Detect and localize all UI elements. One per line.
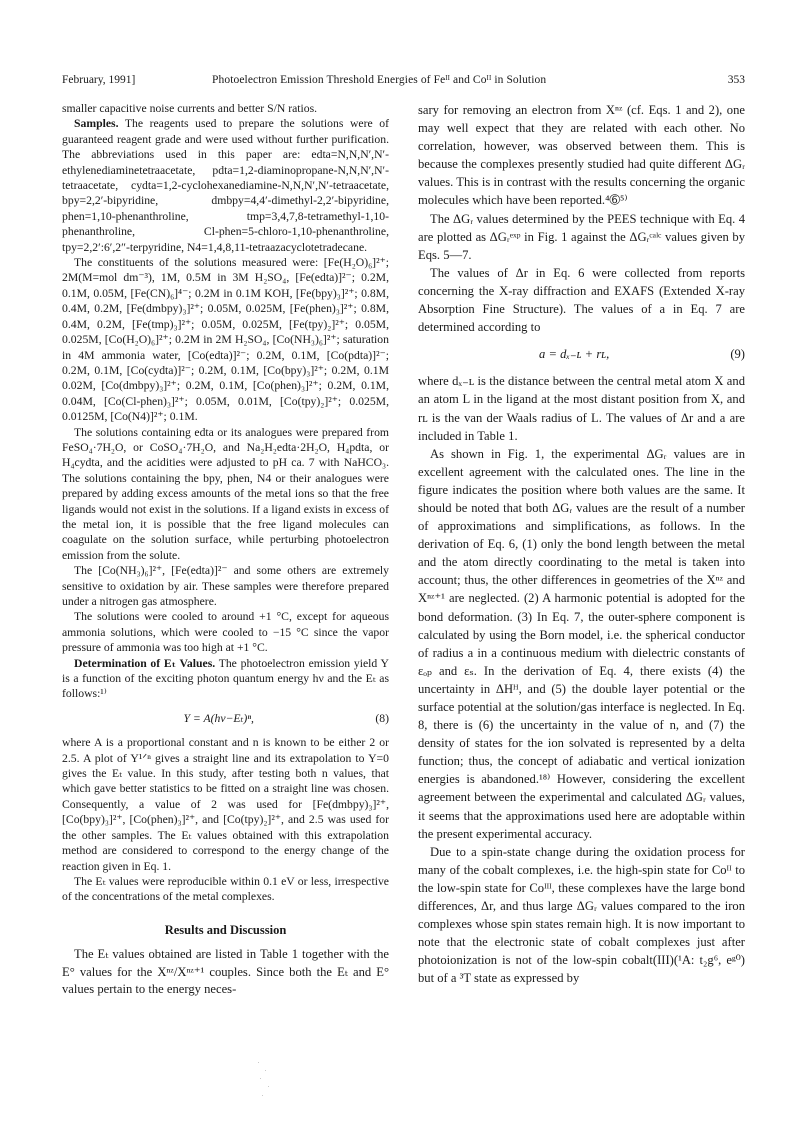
paragraph: The [Co(NH₃)₆]²⁺, [Fe(edta)]²⁻ and some others are extremely sensitive to oxidation by air. These samples were therefore prepared under a nitrogen gas atmosphere. [62, 564, 389, 608]
paragraph: As shown in Fig. 1, the experimental ΔGᵣ values are in excellent agreement with the calculated ones. The line in the figure indicates the position where both values are the same. It should be noted that both ΔGᵣ values are the result of a number of approximations and simplifications, as follows. In the derivation of Eq. 6, (1) only the bond length between the metal and the atom directly coordinating to the metal is taken into account; thus, the other differences in geometries of the Xⁿᶻ and Xⁿᶻ⁺¹ are neglected. (2) A harmonic potential is adopted for the bond deformation. (3) In Eq. 7, the outer-sphere component is calculated by using the Born model, i.e. the spherical conductor of radius a in a continuous medium with dielectric constants of εₒₚ and εₛ. In the derivation of Eq. 4, there exists (4) the uncertainty in ΔHᴴ, and (5) the double layer potential or the surface potential at the solution/gas interface is neglected. In Eq. 8, there is (6) the uncertainty in the value of n, and (7) the density of states for the ion solvated is represented by a delta function; thus, the concept of adiabatic and vertical ionization energies is abandoned.¹⁸⁾ However, considering the excellent agreement between the experimental and calculated ΔGᵣ values, it seems that the approximations used here are adoptable within the present experimental accuracy. [418, 446, 745, 841]
samples-paragraph [62, 116, 389, 255]
equation-8 [62, 711, 389, 726]
equation-number: (9) [730, 347, 745, 362]
left-column [62, 101, 389, 999]
paragraph: sary for removing an electron from Xⁿᶻ (cf. Eqs. 1 and 2), one may well expect that they are related with each other. No correlation, however, was observed between them. This is because the complexes presently studied had quite different ΔGᵣ values. This is in contrast with the results concerning the organic molecules which have been reported.⁴➅⁵⁾ [418, 103, 745, 208]
paragraph: The Eₜ values obtained are listed in Table 1 together with the E° values for the Xⁿᶻ/Xⁿᶻ⁺¹ couples. Since both the Eₜ and E° values pertain to the energy neces- [62, 947, 389, 997]
section-heading: Results and Discussion [164, 922, 287, 937]
scan-speckles [256, 1062, 276, 1102]
running-title: Photoelectron Emission Threshold Energies of Feᴵᴵ and Coᴵᴵ in Solution [212, 74, 547, 86]
equation-9 [418, 345, 745, 363]
paragraph: The solutions were cooled to around +1 °C, except for aqueous ammonia solutions, which were cooled to −15 °C since the vapor pressure of ammonia was too high at +1 °C. [62, 610, 389, 655]
paragraph: Due to a spin-state change during the oxidation process for many of the cobalt complexes, i.e. the high-spin state for Coᴵᴵ to the low-spin state for Coᴵᴵᴵ, these complexes have the large bond differences, Δr, and thus large ΔGᵣ values compared to the iron complexes whose spin states remain high. It is now important to note that the electronic state of cobalt complexes just after photoionization is not of the low-spin cobalt(III)(¹A: t₂g⁶, eᵍ⁰) but of a ³T state as expressed by [418, 844, 745, 986]
paragraph: where A is a proportional constant and n is known to be either 2 or 2.5. A plot of Y¹ᐟⁿ gives a straight line and its extrapolation to Y=0 gives the Eₜ value. In this study, after testing both n values, that which gave better statistics to be fitted on a straight line was chosen. Consequently, a value of 2 was used for [Fe(dmbpy)₃]²⁺, [Co(bpy)₃]²⁺, [Co(phen)₃]²⁺, and [Co(tpy)₂]²⁺, and 2.5 was used for the other samples. The Eₜ values obtained with this extrapolation method are considered to correspond to the energy change of the reaction given in Eq. 1. [62, 736, 389, 873]
paragraph-text: The reagents used to prepare the solutions were of guaranteed reagent grade and were used without further purification. The abbreviations used in this paper are: edta=N,N,N′,N′-ethylenediaminetetraacetate, pdta=1,2-diaminopropane-N,N,N′,N′-tetraacetate, cydta=1,2-cyclohexanediamine-N,N,N′,N′-tetraacetate, bpy=2,2′-bipyridine, dmbpy=4,4′-dimethyl-2,2′-bipyridine, phen=1,10-phenanthroline, tmp=3,4,7,8-tetramethyl-1,10-phenanthroline, Cl-phen=5-chloro-1,10-phenanthroline, tpy=2,2′:6′,2″-terpyridine, N4=1,4,8,11-tetraazacyclotetradecane. [62, 117, 389, 254]
paragraph: smaller capacitive noise currents and better S/N ratios. [62, 102, 318, 115]
paragraph: The constituents of the solutions measured were: [Fe(H₂O)₆]²⁺; 2M(M=mol dm⁻³), 1M, 0.5M in 3M H₂SO₄, [Fe(edta)]²⁻; 0.2M, 0.1M, 0.05M, [Fe(CN)₆]⁴⁻; 0.2M in 0.1M KOH, [Fe(bpy)₃]²⁺; 0.8M, 0.4M, 0.2M, [Fe(dmbpy)₃]²⁺; 0.05M, 0.025M, [Fe(phen)₃]²⁺; 0.8M, 0.4M, 0.2M, [Fe(tmp)₃]²⁺; 0.05M, 0.025M, [Fe(tpy)₂]²⁺; 0.05M, 0.025M, [Co(H₂O)₆]²⁺; 0.2M in 2M H₂SO₄, [Co(NH₃)₆]²⁺; saturation in 4M ammonia water, [Co(edta)]²⁻; 0.2M, 0.1M, [Co(pdta)]²⁻; 0.2M, 0.1M, [Co(cydta)]²⁻; 0.2M, 0.1M, [Co(bpy)₃]²⁺; 0.2M, 0.1M 0.02M, [Co(dmbpy)₃]²⁺; 0.2M, 0.1M, [Co(phen)₃]²⁺; 0.2M, 0.1M, 0.04M, [Co(Cl-phen)₃]²⁺; 0.05M, 0.01M, [Co(tpy)₂]²⁺; 0.025M, 0.0125M, [Co(N4)]²⁺; 0.1M. [62, 256, 389, 424]
paragraph: The ΔGᵣ values determined by the PEES technique with Eq. 4 are plotted as ΔGᵣᵉˣᵖ in Fig. 1 against the ΔGᵣᶜᵃˡᶜ values given by Eqs. 5—7. [418, 211, 745, 262]
equation-body: Y = A(hν−Eₜ)ⁿ, [183, 711, 254, 725]
paragraph: The values of Δr in Eq. 6 were collected from reports concerning the X-ray diffraction and EXAFS (Extended X-ray Absorption Fine Structure). The values of a in Eq. 7 are determined according to [418, 265, 745, 335]
page-number: 353 [727, 74, 745, 86]
equation-body: a = dₓ₋ʟ + rʟ, [539, 347, 610, 362]
determination-paragraph [62, 656, 389, 702]
running-header [62, 74, 745, 90]
right-column [418, 101, 745, 988]
paragraph-text: The photoelectron emission yield Y is a function of the exciting photon quantum energy hν and the Eₜ as follows:¹⁾ [62, 656, 389, 701]
run-in-heading: Determination of Eₜ Values. [74, 656, 216, 670]
paragraph: where dₓ₋ʟ is the distance between the central metal atom X and an atom L in the ligand at the most distant position from X, and rʟ is the van der Waals radius of L. The values of Δr and a are included in Table 1. [418, 374, 745, 443]
paragraph: The solutions containing edta or its analogues were prepared from FeSO₄·7H₂O, or CoSO₄·7H₂O, and Na₂H₂edta·2H₂O, H₄pdta, or H₄cydta, and the acidities were adjusted to pH ca. 7 with NaHCO₃. The solutions containing the bpy, phen, N4 or their analogues were prepared by adding excess amounts of the metal ions so that the free ligands would not exist in the solutions. If a ligand exists in excess of the metal ion, it is possible that the free ligand molecules can coagulate on the solution surface, while perturbing photoelectron emission from the solute. [62, 425, 389, 562]
results-block [62, 946, 389, 999]
equation-number: (8) [375, 711, 389, 725]
paragraph: The Eₜ values were reproducible within 0.1 eV or less, irrespective of the concentrations of the metal complexes. [62, 874, 389, 904]
issue-date: February, 1991] [62, 74, 136, 86]
run-in-heading: Samples. [74, 117, 119, 131]
